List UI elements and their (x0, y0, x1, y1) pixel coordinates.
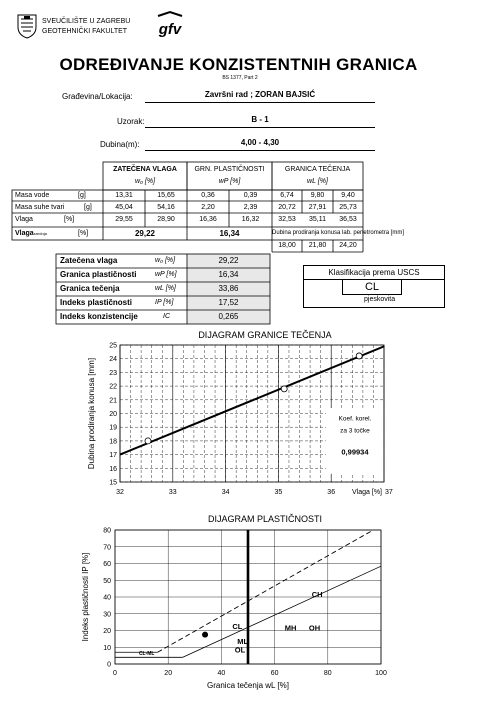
table-cell: 6,74 (280, 192, 294, 199)
table-cell: 36,53 (339, 216, 357, 223)
row-unit-moisture: [%] (64, 216, 75, 223)
table-cell: 18,00 (278, 242, 296, 249)
y-tick-label: 24 (109, 356, 117, 364)
avg-label-text: Vlaga (15, 230, 34, 237)
table-cell: 2,39 (243, 204, 258, 211)
row-unit-water-mass: [g] (78, 192, 86, 199)
data-point (145, 438, 151, 444)
page-title: ODREĐIVANJE KONZISTENTNIH GRANICA (59, 55, 418, 74)
summary-symbol: wL [%] (155, 285, 176, 292)
y-tick-label: 80 (103, 527, 111, 535)
table-cell: 54,16 (157, 204, 175, 211)
x-tick-label: 0 (113, 670, 117, 677)
y-tick-label: 20 (109, 411, 117, 418)
y-tick-label: 40 (103, 594, 111, 602)
liquid-limit-header: GRANICA TEČENJA (284, 166, 351, 173)
table-cell: 45,04 (115, 204, 133, 211)
liquid-limit-unit: wL [%] (307, 178, 328, 185)
table-cell: 0,36 (201, 192, 215, 199)
x-tick-label: 34 (221, 489, 230, 496)
depth-value: 4,00 - 4,30 (145, 138, 375, 151)
x-axis-label: Granica tečenja wL [%] (207, 681, 289, 690)
table-cell: 9,40 (341, 192, 355, 199)
logo-text: gfv (158, 21, 182, 38)
avg-plastic-limit: 16,34 (219, 229, 240, 238)
x-tick-label: 32 (116, 489, 124, 496)
avg-unit: [%] (78, 230, 89, 237)
zone-label: CL-ML (138, 651, 155, 658)
row-label-moisture: Vlaga (15, 216, 33, 223)
table-cell: 16,36 (199, 216, 217, 223)
data-point (356, 353, 362, 359)
summary-value: 0,265 (218, 312, 239, 321)
table-cell: 27,91 (308, 204, 327, 211)
table-cell: 2,20 (201, 204, 215, 211)
uscs-code: CL (342, 279, 402, 295)
depth-label: Dubina(m): (100, 140, 140, 149)
zone-label: OL (234, 645, 246, 655)
summary-label: Zatečena vlaga (60, 256, 118, 265)
row-unit-dry-mass: [g] (84, 204, 92, 211)
x-tick-label: 60 (270, 670, 279, 677)
uscs-title: Klasifikacija prema USCS (304, 266, 444, 280)
y-tick-label: 20 (103, 628, 111, 635)
table-cell: 9,80 (310, 192, 325, 199)
x-tick-label: 37 (385, 489, 393, 496)
summary-symbol: wP [%] (155, 271, 177, 278)
row-label-water-mass: Masa vode (15, 192, 50, 199)
table-cell: 15,65 (157, 192, 175, 199)
natural-moisture-unit: w₀ [%] (134, 178, 156, 185)
zone-label: MH (284, 623, 297, 633)
y-tick-label: 10 (103, 644, 111, 652)
table-cell: 32,53 (278, 216, 296, 223)
zone-label: OH (308, 623, 321, 633)
table-cell: 25,73 (339, 204, 357, 211)
x-axis-label: Vlaga [%] (352, 489, 382, 496)
table-cell: 20,72 (278, 204, 296, 211)
chart1-title: DIJAGRAM GRANICE TEČENJA (198, 330, 332, 340)
table-cell: 28,90 (157, 216, 175, 223)
y-tick-label: 0 (107, 661, 111, 669)
site-label: Građevina/Lokacija: (62, 92, 133, 101)
zone-label: CL (232, 621, 243, 631)
x-tick-label: 40 (217, 670, 226, 677)
table-cell: 0,39 (243, 192, 258, 199)
zone-label: ML (237, 636, 249, 646)
cone-penetration-label: Dubina prodiranja konusa lab. penetrometra [mm] (272, 230, 405, 236)
plasticity-chart (0, 524, 477, 711)
row-label-dry-mass: Masa suhe tvari (15, 204, 65, 211)
uscs-classification (303, 265, 445, 308)
avg-label-sub: srednja (33, 231, 47, 236)
y-tick-label: 21 (109, 397, 117, 405)
y-tick-label: 17 (109, 452, 117, 460)
x-tick-label: 20 (164, 670, 173, 677)
summary-symbol: IC (163, 313, 170, 320)
table-cell: 16,32 (241, 216, 260, 223)
natural-moisture-header: ZATEČENA VLAGA (113, 166, 177, 173)
summary-value: 16,34 (218, 270, 239, 279)
summary-label: Granica plastičnosti (60, 270, 137, 279)
x-tick-label: 35 (274, 489, 283, 496)
standard-ref: BS 1377, Part 2 (222, 75, 258, 81)
sample-label: Uzorak: (117, 117, 145, 126)
y-tick-label: 15 (109, 479, 117, 487)
liquid-limit-chart (0, 340, 477, 505)
table-cell: 24,20 (339, 242, 357, 249)
y-tick-label: 23 (109, 369, 117, 377)
x-tick-label: 100 (375, 670, 387, 677)
table-cell: 29,55 (115, 216, 133, 223)
table-cell: 21,80 (308, 242, 327, 249)
uscs-description: pjeskovita (364, 296, 396, 303)
sample-value: B - 1 (145, 115, 375, 128)
x-tick-label: 36 (327, 489, 336, 496)
x-tick-label: 33 (168, 489, 177, 496)
y-tick-label: 60 (103, 561, 111, 568)
zone-label: CH (311, 590, 323, 599)
data-point (281, 386, 287, 392)
site-value: Završni rad ; ZORAN BAJSIĆ (145, 90, 375, 103)
y-tick-label: 30 (103, 611, 111, 619)
faculty-name: GEOTEHNIČKI FAKULTET (42, 28, 128, 35)
table-cell: 35,11 (309, 216, 326, 223)
sample-point (202, 632, 208, 638)
chart2-title: DIJAGRAM PLASTIČNOSTI (207, 514, 323, 524)
correlation-label: za 3 točke (340, 427, 370, 435)
summary-symbol: IP [%] (155, 299, 174, 306)
summary-label: Granica tečenja (60, 284, 120, 293)
university-name: SVEUČILIŠTE U ZAGREBU (42, 18, 131, 25)
y-tick-label: 22 (109, 383, 117, 391)
summary-label: Indeks konzistencije (60, 312, 138, 321)
y-tick-label: 18 (109, 438, 117, 446)
y-axis-label: Dubina prodiranja konusa [mm] (87, 357, 96, 470)
y-tick-label: 70 (103, 544, 111, 552)
x-tick-label: 80 (323, 670, 332, 677)
summary-label: Indeks plastičnosti (60, 298, 133, 307)
avg-natural-moisture: 29,22 (134, 229, 156, 238)
y-tick-label: 50 (103, 577, 111, 585)
y-tick-label: 16 (109, 465, 117, 473)
summary-value: 33,86 (218, 284, 239, 293)
correlation-value: 0,99934 (341, 447, 369, 457)
y-axis-label: Indeks plastičnosti IP [%] (81, 552, 90, 642)
summary-value: 29,22 (218, 256, 239, 265)
y-tick-label: 19 (109, 424, 117, 432)
summary-symbol: w₀ [%] (155, 257, 176, 264)
plastic-limit-unit: wP [%] (218, 178, 241, 185)
y-tick-label: 25 (109, 342, 117, 350)
plastic-limit-header: GRN. PLASTIČNOSTI (194, 166, 265, 173)
table-cell: 13,31 (115, 192, 133, 199)
summary-value: 17,52 (218, 298, 239, 307)
correlation-label: Koef. korel. (338, 415, 372, 423)
